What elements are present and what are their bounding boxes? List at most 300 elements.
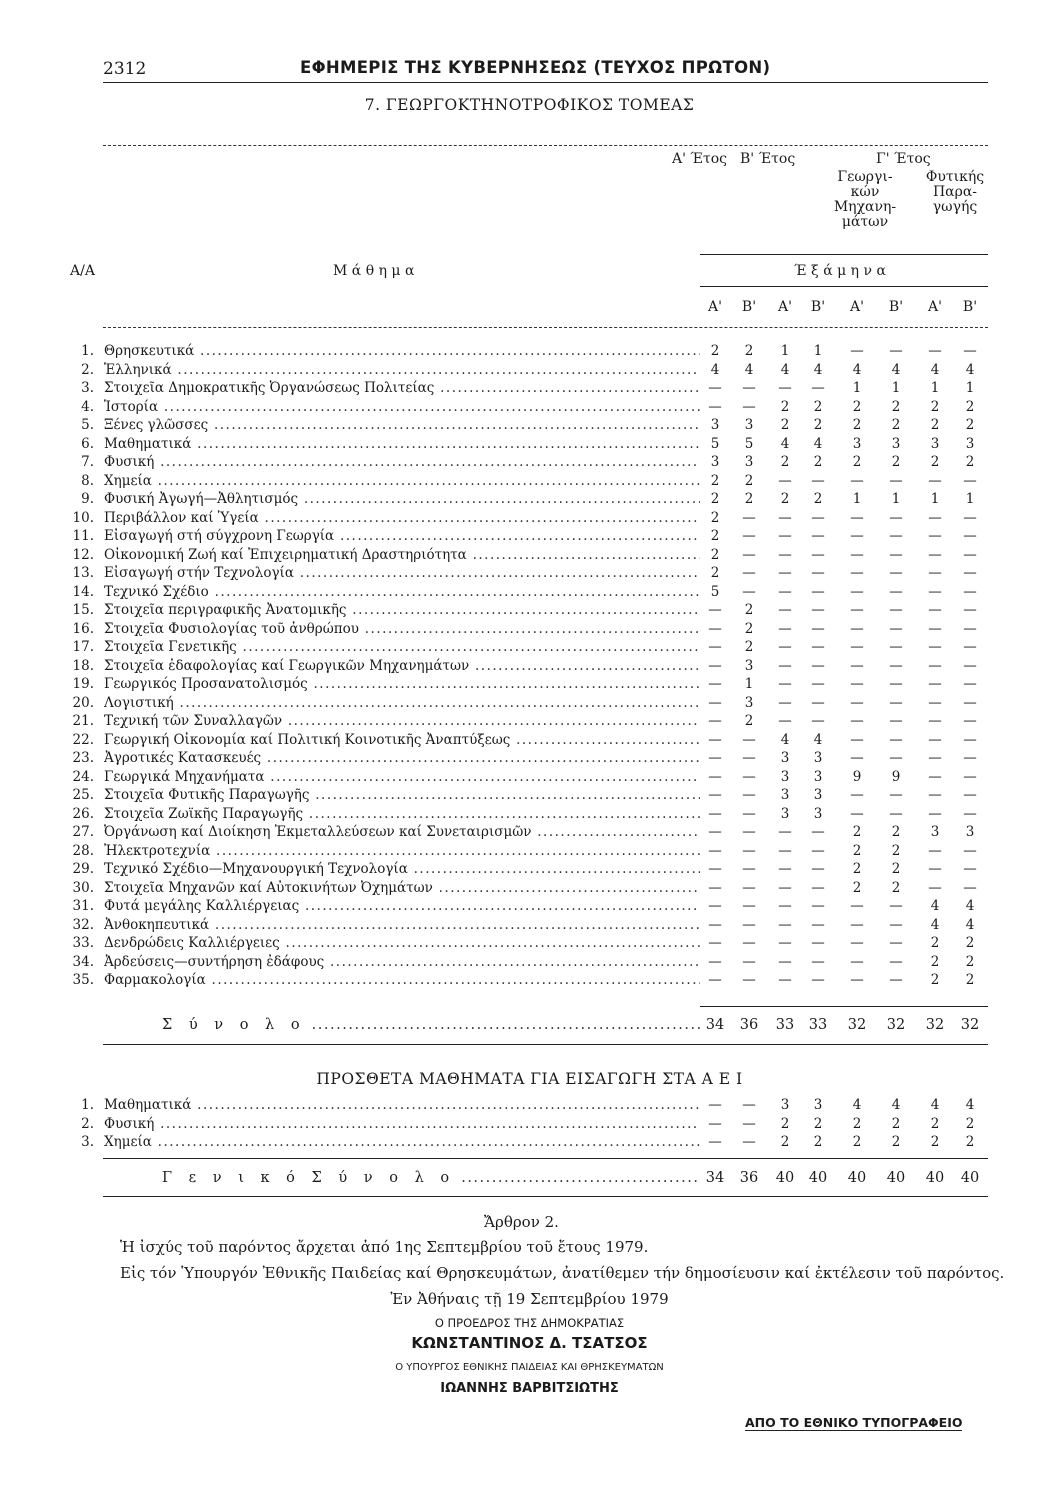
- hours-cell: —: [708, 676, 722, 692]
- hours-cell: —: [811, 713, 825, 729]
- row-number: 14.: [72, 583, 94, 600]
- hours-cell: 3: [813, 787, 823, 803]
- hours-cell: —: [963, 768, 977, 785]
- hours-cell: —: [889, 935, 903, 951]
- article-heading: Ἄρθρον 2.: [484, 1213, 559, 1231]
- hours-cell: —: [811, 898, 825, 914]
- hours-cell: 2: [930, 1134, 940, 1150]
- subject-name: Γεωργικός Προσανατολισμός .....: [104, 676, 700, 692]
- subject-name: Μαθηματικά .....: [104, 436, 700, 452]
- subject-name: Δενδρώδεις Καλλιέργειες .....: [104, 935, 700, 951]
- hours-cell: —: [778, 528, 792, 544]
- hours-cell: —: [963, 713, 977, 729]
- spec2-line3: γωγής: [932, 199, 978, 215]
- hours-cell: 2: [780, 417, 790, 433]
- sem-label: Α': [708, 299, 722, 315]
- hours-cell: —: [928, 676, 942, 692]
- row-number: 29.: [72, 861, 94, 877]
- row-number: 18.: [72, 657, 94, 674]
- row-number: 1.: [81, 1097, 94, 1113]
- row-number: 24.: [72, 768, 94, 785]
- hours-cell: —: [963, 528, 977, 544]
- hours-cell: 3: [710, 454, 720, 470]
- hours-cell: 2: [930, 1115, 940, 1132]
- hours-cell: —: [850, 676, 864, 692]
- year-b-heading: Β' Έτος: [740, 151, 796, 167]
- spec1-line1: Γεωργι-: [837, 169, 893, 185]
- hours-cell: 4: [965, 898, 975, 914]
- extra-rule: [103, 1158, 988, 1159]
- row-number: 31.: [72, 898, 94, 914]
- extra-subjects-title: ΠΡΟΣΘΕΤΑ ΜΑΘΗΜΑΤΑ ΓΙΑ ΕΙΣΑΓΩΓΗ ΣΤΑ Α Ε Ι: [316, 1070, 743, 1088]
- subject-name: Φυσική Ἀγωγή—Ἀθλητισμός .....: [104, 491, 700, 507]
- hours-cell: 2: [852, 842, 862, 859]
- hours-cell: —: [708, 898, 722, 914]
- row-number: 34.: [72, 953, 94, 970]
- hours-cell: 1: [813, 343, 823, 359]
- hours-cell: —: [708, 842, 722, 859]
- hours-cell: —: [708, 805, 722, 822]
- hours-cell: 2: [744, 620, 754, 637]
- hours-cell: 1: [930, 380, 940, 396]
- hours-cell: 2: [852, 861, 862, 877]
- hours-cell: 3: [780, 1097, 790, 1113]
- row-number: 27.: [72, 824, 94, 840]
- hours-cell: 2: [710, 472, 720, 489]
- hours-cell: —: [963, 842, 977, 859]
- hours-cell: 2: [891, 824, 901, 840]
- spec-plant-production: [910, 170, 1000, 215]
- subject-name: Γεωργικά Μηχανήματα .....: [104, 769, 700, 785]
- header-rule: [103, 82, 988, 83]
- subject-heading: Μ ά θ η μ α: [333, 263, 415, 279]
- hours-cell: 9: [891, 768, 901, 785]
- publication-order-text: Εἰς τόν Ὑπουργόν Ἐθνικῆς Παιδείας καί Θρησκευμάτων, ἀνατίθεμεν τήν δημοσίευσιν καί ἐκτέλεσιν τοῦ παρόντος.: [120, 1264, 1005, 1282]
- hours-cell: —: [811, 546, 825, 563]
- table-row: [0, 787, 1059, 804]
- hours-cell: —: [811, 565, 825, 581]
- hours-cell: 40: [886, 1170, 906, 1186]
- hours-cell: —: [850, 639, 864, 655]
- hours-cell: 2: [930, 454, 940, 470]
- hours-cell: —: [928, 694, 942, 711]
- hours-cell: —: [778, 935, 792, 951]
- hours-cell: 1: [852, 491, 862, 507]
- hours-cell: 3: [744, 454, 754, 470]
- hours-cell: 2: [780, 1134, 790, 1150]
- table-row: [0, 380, 1059, 397]
- hours-cell: 4: [744, 361, 754, 378]
- hours-cell: —: [850, 546, 864, 563]
- hours-cell: —: [778, 639, 792, 655]
- hours-cell: 32: [925, 1017, 945, 1033]
- hours-cell: —: [742, 953, 756, 970]
- hours-cell: —: [850, 787, 864, 803]
- hours-cell: 3: [744, 417, 754, 433]
- hours-cell: —: [742, 731, 756, 748]
- hours-cell: —: [963, 565, 977, 581]
- table-row: [0, 935, 1059, 952]
- hours-cell: 2: [891, 861, 901, 877]
- hours-cell: —: [928, 750, 942, 766]
- sem-label: Β': [962, 299, 978, 315]
- hours-cell: —: [708, 602, 722, 618]
- hours-cell: 2: [710, 509, 720, 526]
- subject-name: Ἀνθοκηπευτικά .....: [104, 917, 700, 933]
- row-number: 28.: [72, 842, 94, 859]
- hours-cell: 4: [891, 1097, 901, 1113]
- hours-cell: —: [850, 916, 864, 933]
- hours-cell: —: [708, 824, 722, 840]
- hours-cell: 2: [813, 491, 823, 507]
- row-number: 2.: [81, 1115, 94, 1132]
- hours-cell: —: [708, 916, 722, 933]
- hours-cell: —: [742, 898, 756, 914]
- hours-cell: 3: [813, 805, 823, 822]
- hours-cell: —: [778, 879, 792, 896]
- hours-cell: —: [928, 842, 942, 859]
- subject-name: Μαθηματικά .....: [104, 1097, 700, 1113]
- spec2-line2: Παρα-: [932, 184, 978, 200]
- hours-cell: 2: [780, 1115, 790, 1132]
- hours-cell: —: [811, 916, 825, 933]
- row-number: 6.: [81, 435, 94, 452]
- hours-cell: 2: [891, 417, 901, 433]
- hours-cell: 3: [813, 750, 823, 766]
- hours-cell: 1: [930, 491, 940, 507]
- year-c-heading: Γ' Έτος: [876, 151, 931, 167]
- row-number: 21.: [72, 713, 94, 729]
- row-number: 35.: [72, 972, 94, 988]
- hours-cell: 2: [744, 343, 754, 359]
- hours-cell: —: [928, 861, 942, 877]
- table-top-rule: [103, 145, 988, 146]
- hours-cell: —: [963, 620, 977, 637]
- sem-label: Β': [741, 299, 757, 315]
- subject-name: Στοιχεῖα Φυσιολογίας τοῦ ἀνθρώπου .....: [104, 621, 700, 637]
- table-row: [0, 880, 1059, 897]
- hours-cell: —: [963, 787, 977, 803]
- hours-cell: —: [928, 602, 942, 618]
- subject-name: Σ ύ ν ο λ ο .....: [162, 1017, 700, 1033]
- hours-cell: 1: [891, 491, 901, 507]
- hours-cell: 40: [960, 1170, 980, 1186]
- hours-cell: 2: [813, 1115, 823, 1132]
- row-number: 25.: [72, 787, 94, 803]
- hours-cell: —: [889, 620, 903, 637]
- hours-cell: 2: [744, 491, 754, 507]
- row-number: 5.: [81, 417, 94, 433]
- hours-cell: —: [889, 953, 903, 970]
- gazette-title: ΕΦΗΜΕΡΙΣ ΤΗΣ ΚΥΒΕΡΝΗΣΕΩΣ (ΤΕΥΧΟΣ ΠΡΩΤΟΝ): [300, 58, 771, 77]
- header-rule-upper: [700, 254, 988, 255]
- hours-cell: —: [889, 787, 903, 803]
- hours-cell: —: [811, 935, 825, 951]
- hours-cell: 2: [965, 417, 975, 433]
- hours-cell: —: [963, 509, 977, 526]
- hours-cell: —: [742, 528, 756, 544]
- hours-cell: 2: [891, 454, 901, 470]
- hours-cell: 3: [965, 824, 975, 840]
- table-row: [0, 898, 1059, 915]
- hours-cell: —: [778, 824, 792, 840]
- hours-cell: 32: [886, 1017, 906, 1033]
- hours-cell: —: [778, 676, 792, 692]
- hours-cell: 3: [710, 417, 720, 433]
- hours-cell: —: [963, 657, 977, 674]
- hours-cell: —: [928, 343, 942, 359]
- hours-cell: —: [708, 694, 722, 711]
- aa-heading: Α/Α: [70, 263, 95, 279]
- table-row: [0, 658, 1059, 675]
- hours-cell: —: [963, 750, 977, 766]
- hours-cell: 4: [930, 1097, 940, 1113]
- hours-cell: 2: [744, 602, 754, 618]
- hours-cell: 33: [775, 1017, 795, 1033]
- hours-cell: —: [778, 583, 792, 600]
- row-number: 4.: [81, 398, 94, 415]
- hours-cell: —: [742, 972, 756, 988]
- president-name: ΚΩΝΣΤΑΝΤΙΝΟΣ Δ. ΤΣΑΤΣΟΣ: [411, 1334, 648, 1352]
- row-number: 11.: [72, 528, 94, 544]
- row-number: 10.: [72, 509, 94, 526]
- hours-cell: —: [850, 509, 864, 526]
- hours-cell: —: [963, 805, 977, 822]
- hours-cell: 5: [710, 583, 720, 600]
- hours-cell: —: [889, 916, 903, 933]
- hours-cell: —: [742, 861, 756, 877]
- hours-cell: 3: [780, 750, 790, 766]
- hours-cell: 2: [813, 454, 823, 470]
- hours-cell: 34: [705, 1017, 725, 1033]
- table-row: [0, 528, 1059, 545]
- row-number: 2.: [81, 361, 94, 378]
- hours-cell: —: [778, 898, 792, 914]
- hours-cell: —: [742, 583, 756, 600]
- sem-label: Β': [810, 299, 826, 315]
- hours-cell: 3: [965, 435, 975, 452]
- hours-cell: —: [811, 380, 825, 396]
- hours-cell: 3: [852, 435, 862, 452]
- hours-cell: —: [928, 546, 942, 563]
- table-row: [0, 362, 1059, 379]
- hours-cell: —: [850, 657, 864, 674]
- subject-name: Τεχνικό Σχέδιο .....: [104, 584, 700, 600]
- hours-cell: 2: [852, 454, 862, 470]
- row-number: 3.: [81, 380, 94, 396]
- hours-cell: —: [811, 972, 825, 988]
- hours-cell: 2: [852, 824, 862, 840]
- hours-cell: —: [850, 583, 864, 600]
- hours-cell: —: [708, 620, 722, 637]
- hours-cell: —: [778, 546, 792, 563]
- hours-cell: —: [778, 602, 792, 618]
- hours-cell: —: [811, 694, 825, 711]
- subject-name: Στοιχεῖα Μηχανῶν καί Αὐτοκινήτων Ὀχημάτων .....: [104, 880, 700, 896]
- subject-name: Φυτά μεγάλης Καλλιέργειας .....: [104, 898, 700, 914]
- hours-cell: 9: [852, 768, 862, 785]
- hours-cell: 4: [780, 361, 790, 378]
- hours-cell: 3: [744, 657, 754, 674]
- hours-cell: 2: [891, 1115, 901, 1132]
- hours-cell: 5: [710, 435, 720, 452]
- hours-cell: 2: [710, 546, 720, 563]
- hours-cell: 32: [847, 1017, 867, 1033]
- row-number: 32.: [72, 916, 94, 933]
- hours-cell: —: [889, 639, 903, 655]
- hours-cell: —: [742, 805, 756, 822]
- hours-cell: —: [742, 842, 756, 859]
- hours-cell: 4: [930, 361, 940, 378]
- hours-cell: 2: [710, 565, 720, 581]
- hours-cell: —: [778, 916, 792, 933]
- hours-cell: 34: [705, 1170, 725, 1186]
- grand-total-row: [0, 1170, 1059, 1187]
- hours-cell: —: [708, 935, 722, 951]
- hours-cell: —: [889, 676, 903, 692]
- hours-cell: —: [889, 731, 903, 748]
- hours-cell: 2: [780, 398, 790, 415]
- sem-label: Α': [850, 299, 864, 315]
- row-number: 15.: [72, 602, 94, 618]
- total-rule: [103, 1044, 988, 1045]
- hours-cell: —: [742, 916, 756, 933]
- hours-cell: —: [850, 565, 864, 581]
- sem-label: Β': [888, 299, 904, 315]
- subject-name: Στοιχεῖα Δημοκρατικῆς Ὀργανώσεως Πολιτείας .....: [104, 380, 700, 396]
- subject-name: Ἱστορία .....: [104, 399, 700, 415]
- subject-name: Φαρμακολογία .....: [104, 972, 700, 988]
- hours-cell: 2: [891, 398, 901, 415]
- hours-cell: 2: [813, 1134, 823, 1150]
- hours-cell: 2: [965, 953, 975, 970]
- hours-cell: —: [811, 472, 825, 489]
- hours-cell: —: [811, 879, 825, 896]
- hours-cell: —: [778, 509, 792, 526]
- hours-cell: —: [889, 472, 903, 489]
- hours-cell: 40: [808, 1170, 828, 1186]
- hours-cell: —: [811, 953, 825, 970]
- hours-cell: —: [850, 528, 864, 544]
- row-number: 1.: [81, 343, 94, 359]
- hours-cell: —: [963, 861, 977, 877]
- hours-cell: —: [778, 953, 792, 970]
- hours-cell: —: [850, 620, 864, 637]
- subject-name: Στοιχεῖα περιγραφικῆς Ἀνατομικῆς .....: [104, 602, 700, 618]
- hours-cell: —: [928, 639, 942, 655]
- hours-cell: —: [708, 861, 722, 877]
- table-row: [0, 695, 1059, 712]
- table-row: [0, 750, 1059, 767]
- hours-cell: 3: [891, 435, 901, 452]
- hours-cell: 2: [744, 713, 754, 729]
- hours-cell: —: [742, 1115, 756, 1132]
- subject-name: Εἰσαγωγή στή σύγχρονη Γεωργία .....: [104, 528, 700, 544]
- table-row: [0, 769, 1059, 786]
- hours-cell: —: [889, 343, 903, 359]
- hours-cell: 1: [965, 380, 975, 396]
- hours-cell: 2: [965, 398, 975, 415]
- table-header-rule: [103, 327, 988, 328]
- table-row: [0, 343, 1059, 360]
- hours-cell: —: [963, 546, 977, 563]
- row-number: 23.: [72, 750, 94, 766]
- row-number: 12.: [72, 546, 94, 563]
- effective-date-text: Ἡ ἰσχύς τοῦ παρόντος ἄρχεται ἀπό 1ης Σεπτεμβρίου τοῦ ἔτους 1979.: [120, 1238, 649, 1256]
- table-row: [0, 806, 1059, 823]
- hours-cell: —: [708, 657, 722, 674]
- subject-name: Εἰσαγωγή στήν Τεχνολογία .....: [104, 565, 700, 581]
- hours-cell: 36: [739, 1017, 759, 1033]
- row-number: 20.: [72, 694, 94, 711]
- subject-name: Φυσική .....: [104, 1116, 700, 1132]
- hours-cell: —: [963, 731, 977, 748]
- row-number: 30.: [72, 879, 94, 896]
- minister-name: ΙΩΑΝΝΗΣ ΒΑΡΒΙΤΣΙΩΤΗΣ: [440, 1381, 619, 1396]
- hours-cell: 4: [780, 435, 790, 452]
- subject-name: Λογιστική .....: [104, 695, 700, 711]
- extra-subject-row: [0, 1116, 1059, 1133]
- hours-cell: —: [742, 750, 756, 766]
- hours-cell: 2: [930, 972, 940, 988]
- hours-cell: —: [708, 1115, 722, 1132]
- hours-cell: 3: [780, 805, 790, 822]
- hours-cell: 2: [852, 1134, 862, 1150]
- hours-cell: 3: [930, 435, 940, 452]
- hours-cell: 2: [744, 639, 754, 655]
- table-row: [0, 436, 1059, 453]
- hours-cell: —: [889, 657, 903, 674]
- hours-cell: —: [778, 713, 792, 729]
- hours-cell: 40: [925, 1170, 945, 1186]
- table-row: [0, 861, 1059, 878]
- hours-cell: 4: [930, 916, 940, 933]
- hours-cell: —: [742, 824, 756, 840]
- hours-cell: —: [963, 343, 977, 359]
- spec1-line2: κών: [850, 184, 880, 200]
- hours-cell: —: [708, 398, 722, 415]
- hours-cell: —: [889, 528, 903, 544]
- hours-cell: 4: [965, 916, 975, 933]
- hours-cell: —: [963, 879, 977, 896]
- spec1-line4: μάτων: [841, 214, 889, 230]
- hours-cell: 3: [780, 787, 790, 803]
- hours-cell: —: [708, 972, 722, 988]
- hours-cell: 1: [965, 491, 975, 507]
- page-number: 2312: [103, 59, 147, 79]
- hours-cell: —: [963, 639, 977, 655]
- hours-cell: —: [742, 1097, 756, 1113]
- hours-cell: 4: [813, 731, 823, 748]
- hours-cell: —: [708, 731, 722, 748]
- row-number: 33.: [72, 935, 94, 951]
- hours-cell: —: [928, 879, 942, 896]
- hours-cell: —: [850, 898, 864, 914]
- hours-cell: —: [811, 528, 825, 544]
- hours-cell: 2: [852, 398, 862, 415]
- hours-cell: 3: [930, 824, 940, 840]
- subject-name: Θρησκευτικά .....: [104, 343, 700, 359]
- spec1-line3: Μηχανη-: [833, 199, 897, 215]
- hours-cell: —: [928, 583, 942, 600]
- hours-cell: 2: [852, 417, 862, 433]
- hours-cell: —: [850, 472, 864, 489]
- hours-cell: —: [963, 694, 977, 711]
- hours-cell: —: [742, 546, 756, 563]
- hours-cell: —: [889, 898, 903, 914]
- hours-cell: —: [742, 398, 756, 415]
- hours-cell: —: [889, 509, 903, 526]
